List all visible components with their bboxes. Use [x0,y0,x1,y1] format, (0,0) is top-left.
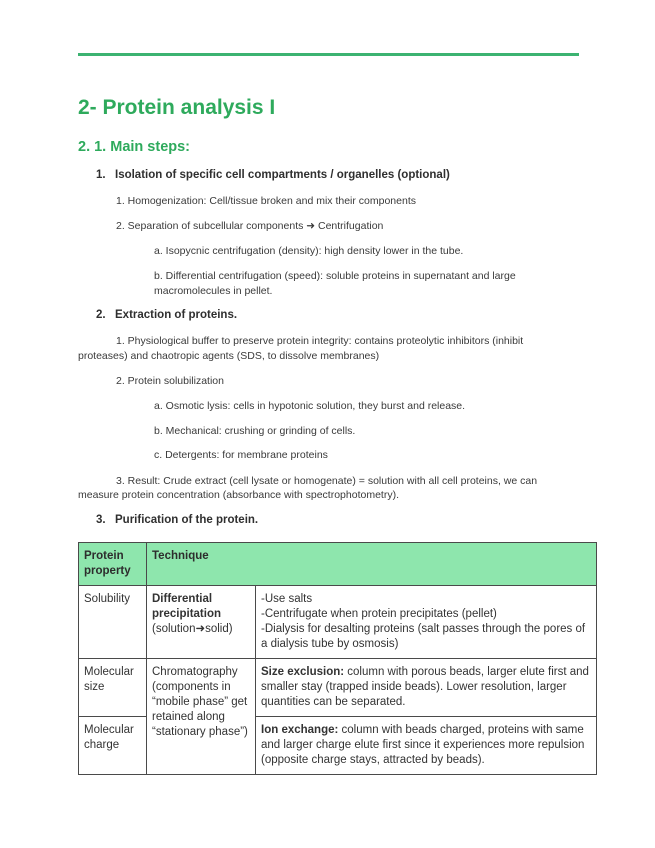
detail-text: column with porous beads, larger elute first and smaller stay (trapped inside beads). Lower resolution, larger quantities can be separated. [261,666,589,708]
table-row [79,586,597,659]
technique-cell [147,586,256,659]
technique-note: (solution➜solid) [152,623,233,635]
property-cell: Molecular charge [79,717,147,775]
step-title: Extraction of proteins. [115,309,238,321]
detail-text: column with beads charged, proteins with same and larger charge elute first since it experiences more repulsion (opposite charge stays, attracted by beads). [261,724,585,766]
buffer-text-line2: proteases) and chaotropic agents (SDS, to dissolve membranes) [78,350,380,362]
mechanical-text: b. Mechanical: crushing or grinding of cells. [154,425,356,437]
step-number: 2. [96,309,106,321]
result-text-line2: measure protein concentration (absorbance with spectrophotometry). [78,489,399,501]
result-text-line1: 3. Result: Crude extract (cell lysate or homogenate) = solution with all cell proteins, we can [116,475,538,487]
separation-text: 2. Separation of subcellular components ➜ Centrifugation [116,220,384,232]
step-1-heading [96,169,450,181]
step-title: Isolation of specific cell compartments / organelles (optional) [115,169,450,181]
header-protein-property: Protein property [79,543,147,586]
detail-line: -Use salts [261,593,313,605]
detergents-text: c. Detergents: for membrane proteins [154,449,328,461]
differential-text-line2: macromolecules in pellet. [154,285,273,297]
solubilization-text: 2. Protein solubilization [116,375,224,387]
osmotic-lysis-text: a. Osmotic lysis: cells in hypotonic solution, they burst and release. [154,400,466,412]
details-cell [256,586,597,659]
table-header-row [79,543,597,586]
page-title: 2- Protein analysis I [78,96,276,119]
step-number: 1. [96,169,106,181]
step-2-heading [96,309,237,321]
top-divider [78,53,579,56]
property-cell: Solubility [79,586,147,659]
detail-line: -Dialysis for desalting proteins (salt passes through the pores of a dialysis tube by osmosis) [261,623,586,650]
property-cell: Molecular size [79,659,147,717]
homogenization-text: 1. Homogenization: Cell/tissue broken and mix their components [116,195,416,207]
purification-table [78,542,597,775]
section-heading: 2. 1. Main steps: [78,139,191,155]
technique-cell: Chromatography (components in “mobile phase” get retained along “stationary phase”) [147,659,256,775]
details-cell [256,717,597,775]
step-number: 3. [96,514,106,526]
detail-line: -Centrifugate when protein precipitates (pellet) [261,608,497,620]
differential-text-line1: b. Differential centrifugation (speed): soluble proteins in supernatant and large [154,270,516,282]
step-3-heading [96,514,258,526]
table-row [79,659,597,717]
detail-term: Size exclusion: [261,666,345,678]
detail-term: Ion exchange: [261,724,339,736]
step-title: Purification of the protein. [115,514,259,526]
header-technique: Technique [147,543,597,586]
buffer-text-line1: 1. Physiological buffer to preserve protein integrity: contains proteolytic inhibitors (inhibit [116,335,524,347]
isopycnic-text: a. Isopycnic centrifugation (density): high density lower in the tube. [154,245,464,257]
details-cell [256,659,597,717]
technique-name: Differential precipitation [152,593,222,620]
